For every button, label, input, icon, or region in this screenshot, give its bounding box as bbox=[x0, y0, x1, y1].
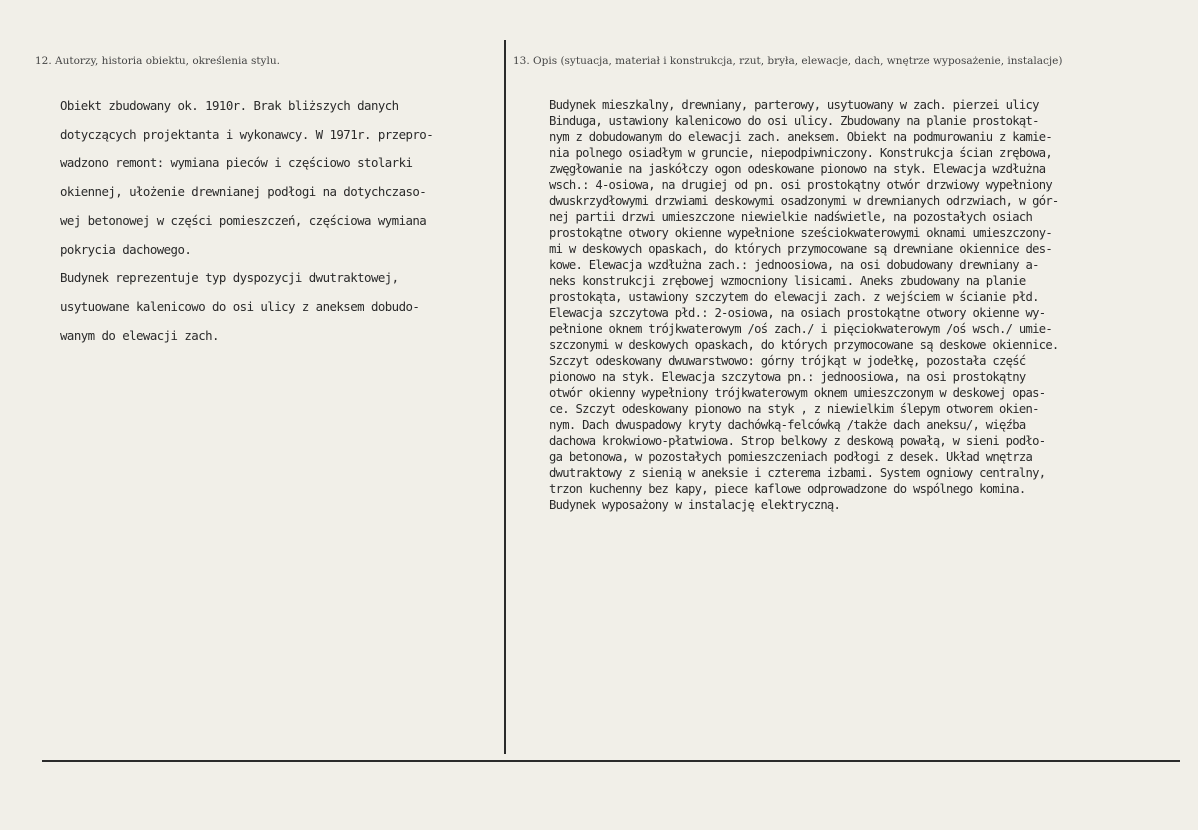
text-line: ce. Szczyt odeskowany pionowo na styk , z niewielkim ślepym otworem okien- bbox=[549, 402, 1039, 416]
text-line: ga betonowa, w pozostałych pomieszczeniach podłogi z desek. Układ wnętrza bbox=[549, 450, 1033, 464]
text-line: nej partii drzwi umieszczone niewielkie nadświetle, na pozostałych osiach bbox=[549, 210, 1033, 224]
text-line: zwęgłowanie na jaskółczy ogon odeskowane pionowo na styk. Elewacja wzdłużna bbox=[549, 162, 1046, 176]
text-line: trzon kuchenny bez kapy, piece kaflowe odprowadzone do wspólnego komina. bbox=[549, 482, 1026, 496]
text-line: dwutraktowy z sienią w aneksie i czterema izbami. System ogniowy centralny, bbox=[549, 466, 1046, 480]
text-line: Budynek mieszkalny, drewniany, parterowy, usytuowany w zach. pierzei ulicy bbox=[549, 98, 1039, 112]
text-line: prostokąta, ustawiony szczytem do elewacji zach. z wejściem w ścianie płd. bbox=[549, 290, 1039, 304]
text-line: Budynek wyposażony w instalację elektryczną. bbox=[549, 498, 841, 512]
text-line: kowe. Elewacja wzdłużna zach.: jednoosiowa, na osi dobudowany drewniany a- bbox=[549, 258, 1039, 272]
text-line: dachowa krokwiowo-płatwiowa. Strop belkowy z deskową powałą, w sieni podło- bbox=[549, 434, 1046, 448]
text-line: wanym do elewacji zach. bbox=[60, 327, 219, 343]
text-line: wadzono remont: wymiana pieców i częściowo stolarki bbox=[60, 155, 413, 171]
section-13-heading: 13. Opis (sytuacja, materiał i konstrukcja, rzut, bryła, elewacje, dach, wnętrze wyposażenie, instalacje) bbox=[513, 55, 1063, 67]
section-12-text bbox=[60, 92, 505, 350]
text-line: wej betonowej w części pomieszczeń, częściowa wymiana bbox=[60, 212, 427, 228]
section-13-text bbox=[549, 97, 1189, 513]
text-line: pokrycia dachowego. bbox=[60, 241, 192, 257]
text-line: szczonymi w deskowych opaskach, do których przymocowane są deskowe okiennice. bbox=[549, 338, 1059, 352]
text-line: nym. Dach dwuspadowy kryty dachówką-felcówką /także dach aneksu/, więźba bbox=[549, 418, 1026, 432]
text-line: Budynek reprezentuje typ dyspozycji dwutraktowej, bbox=[60, 270, 399, 286]
section-12-heading: 12. Autorzy, historia obiektu, określenia stylu. bbox=[35, 55, 280, 67]
text-line: usytuowane kalenicowo do osi ulicy z aneksem dobudo- bbox=[60, 298, 420, 314]
text-line: dotyczących projektanta i wykonawcy. W 1971r. przepro- bbox=[60, 126, 434, 142]
text-line: mi w deskowych opaskach, do których przymocowane są drewniane okiennice des- bbox=[549, 242, 1052, 256]
text-line: prostokątne otwory okienne wypełnione sześciokwaterowymi oknami umieszczony- bbox=[549, 226, 1052, 240]
text-line: dwuskrzydłowymi drzwiami deskowymi osadzonymi w drewnianych odrzwiach, w gór- bbox=[549, 194, 1059, 208]
text-line: wsch.: 4-osiowa, na drugiej od pn. osi prostokątny otwór drzwiowy wypełniony bbox=[549, 178, 1052, 192]
text-line: otwór okienny wypełniony trójkwaterowym oknem umieszczonym w deskowej opas- bbox=[549, 386, 1046, 400]
text-line: nia polnego osiadłym w gruncie, niepodpiwniczony. Konstrukcja ścian zrębowa, bbox=[549, 146, 1052, 160]
bottom-rule bbox=[42, 760, 1180, 762]
text-line: nym z dobudowanym do elewacji zach. aneksem. Obiekt na podmurowaniu z kamie- bbox=[549, 130, 1052, 144]
text-line: Elewacja szczytowa płd.: 2-osiowa, na osiach prostokątne otwory okienne wy- bbox=[549, 306, 1046, 320]
text-line: pełnione oknem trójkwaterowym /oś zach./ i pięciokwaterowym /oś wsch./ umie- bbox=[549, 322, 1052, 336]
text-line: Szczyt odeskowany dwuwarstwowo: górny trójkąt w jodełkę, pozostała część bbox=[549, 354, 1026, 368]
text-line: Binduga, ustawiony kalenicowo do osi ulicy. Zbudowany na planie prostokąt- bbox=[549, 114, 1039, 128]
text-line: okiennej, ułożenie drewnianej podłogi na dotychczaso- bbox=[60, 184, 427, 200]
text-line: neks konstrukcji zrębowej wzmocniony lisicami. Aneks zbudowany na planie bbox=[549, 274, 1026, 288]
text-line: pionowo na styk. Elewacja szczytowa pn.: jednoosiowa, na osi prostokątny bbox=[549, 370, 1026, 384]
text-line: Obiekt zbudowany ok. 1910r. Brak bliższych danych bbox=[60, 98, 399, 113]
